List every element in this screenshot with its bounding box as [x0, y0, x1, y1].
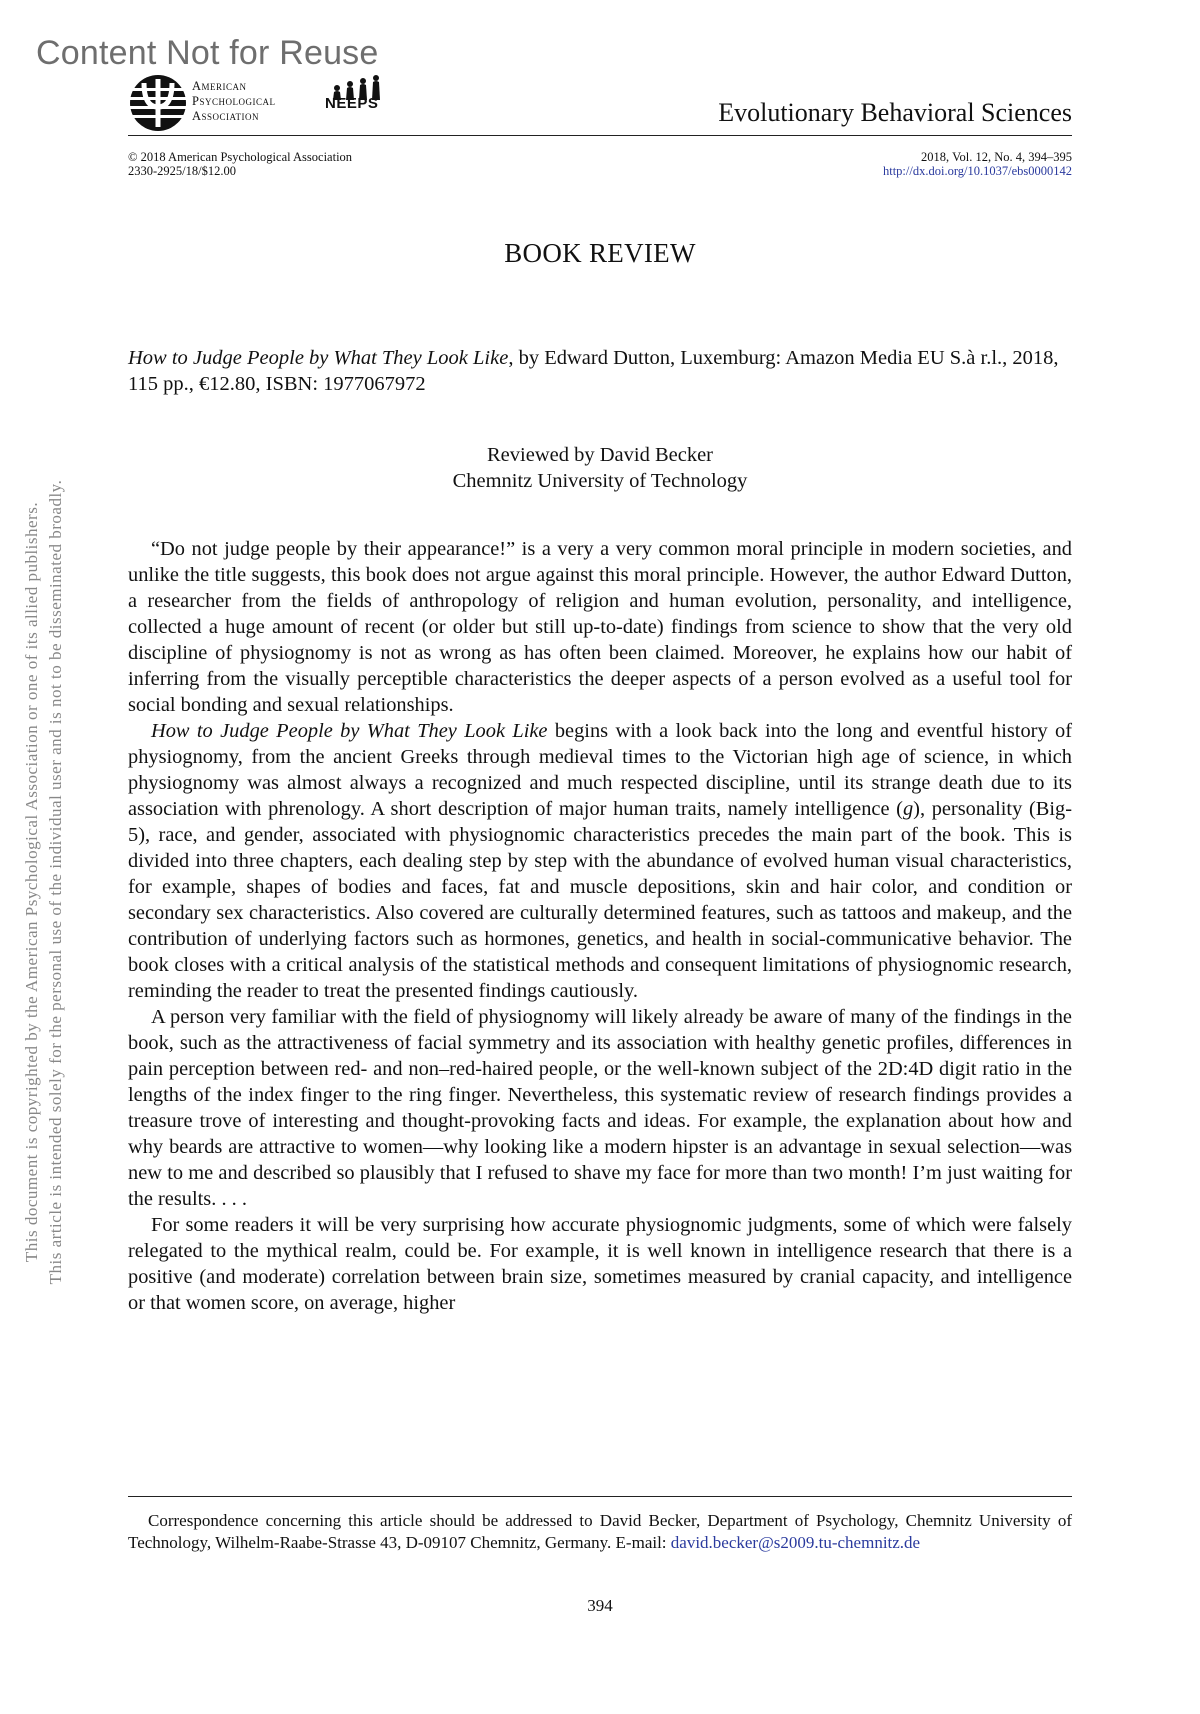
footnote-divider: [128, 1496, 1072, 1497]
paragraph-2: How to Judge People by What They Look Like begins with a look back into the long and eventful history of physiognomy, from the ancient Greeks through medieval times to the Victorian high age of science, in which physiognomy was almost always a recognized and much respected discipline, until its strange death due to its association with phrenology. A short description of major human traits, namely intelligence (g), personality (Big-5), race, and gender, associated with physiognomic characteristics precedes the main part of the book. This is divided into three chapters, each dealing step by step with the abundance of evolved human visual characteristics, for example, shapes of bodies and faces, fat and muscle depositions, skin and hair color, and condition or secondary sex characteristics. Also covered are culturally determined features, such as tattoos and makeup, and the contribution of underlying factors such as hormones, genetics, and health in social-communicative behavior. The book closes with a critical analysis of the statistical methods and consequent limitations of physiognomic research, reminding the reader to treat the presented findings cautiously.: [128, 720, 1072, 1002]
copyright-line: © 2018 American Psychological Association: [128, 150, 353, 164]
copyright-block: [128, 150, 352, 178]
doi-link[interactable]: http://dx.doi.org/10.1037/ebs0000142: [882, 164, 1072, 178]
issue-block: [883, 150, 1072, 178]
reviewer-block: [0, 442, 1200, 494]
issn-price: 2330-2925/18/$12.00: [128, 164, 236, 178]
article-body: [128, 536, 1072, 1316]
volume-info: 2018, Vol. 12, No. 4, 394–395: [921, 150, 1072, 164]
book-title: How to Judge People by What They Look Like: [128, 347, 509, 369]
citation-details: , by Edward Dutton, Luxemburg: Amazon Media EU S.à r.l., 2018, 115 pp., €12.80, ISBN: 1977067972: [128, 347, 1059, 395]
publisher-name: American Psychological Association: [192, 79, 276, 123]
journal-name: Evolutionary Behavioral Sciences: [718, 98, 1072, 127]
paragraph-3: A person very familiar with the field of physiognomy will likely already be aware of many of the findings in the book, such as the attractiveness of facial symmetry and its association with healthy genetic profiles, differences in pain perception between red- and non–red-haired people, or the well-known subject of the 2D:4D digit ratio in the lengths of the index finger to the ring finger. Nevertheless, this systematic review of research findings provides a treasure trove of interesting and thought-provoking facts and ideas. For example, the explanation about how and why beards are attractive to women—why looking like a modern hipster is an advantage in sexual selection—was new to me and described so plausibly that I refused to shave my face for more than two month! I’m just waiting for the results. . . .: [128, 1006, 1072, 1210]
reviewer-name: Reviewed by David Becker: [487, 444, 713, 466]
page-number: 394: [587, 1596, 613, 1615]
section-title: BOOK REVIEW: [504, 238, 696, 268]
paragraph-4: For some readers it will be very surprising how accurate physiognomic judgments, some of which were falsely relegated to the mythical realm, could be. For example, it is well known in intelligence research that there is a positive (and moderate) correlation between brain size, sometimes measured by cranial capacity, and intelligence or that women score, on average, higher: [128, 1214, 1072, 1314]
watermark-text: Content Not for Reuse: [36, 34, 379, 72]
neeps-logo-text: NEEPS: [325, 95, 379, 112]
copyright-side-notice: This document is copyrighted by the American Psychological Association or one of its allied publishers. This article is intended solely for the personal use of the individual user and is not to be disseminated broadly.: [22, 479, 65, 1285]
reviewer-affiliation: Chemnitz University of Technology: [452, 470, 748, 492]
paragraph-1: “Do not judge people by their appearance!” is a very a very common moral principle in modern societies, and unlike the title suggests, this book does not argue against this moral principle. However, the author Edward Dutton, a researcher from the fields of anthropology of religion and human evolution, personality, and intelligence, collected a huge amount of recent (or older but still up-to-date) findings from science to show that the very old discipline of physiognomy is not as wrong as has often been claimed. Moreover, he explains how our habit of inferring from the visually perceptible characteristics the deeper aspects of a person evolved as a useful tool for social bonding and sexual relationships.: [128, 538, 1072, 716]
apa-psi-logo-icon: [128, 73, 188, 133]
email-link[interactable]: david.becker@s2009.tu-chemnitz.de: [670, 1533, 921, 1552]
correspondence-footnote: Correspondence concerning this article should be addressed to David Becker, Department of Psychology, Chemnitz University of Technology, Wilhelm-Raabe-Strasse 43, D-09107 Chemnitz, Germany. E-mail: david.becker@s2009.tu-chemnitz.de: [128, 1511, 1072, 1552]
book-citation: [128, 345, 1072, 397]
header-divider: [128, 135, 1072, 136]
